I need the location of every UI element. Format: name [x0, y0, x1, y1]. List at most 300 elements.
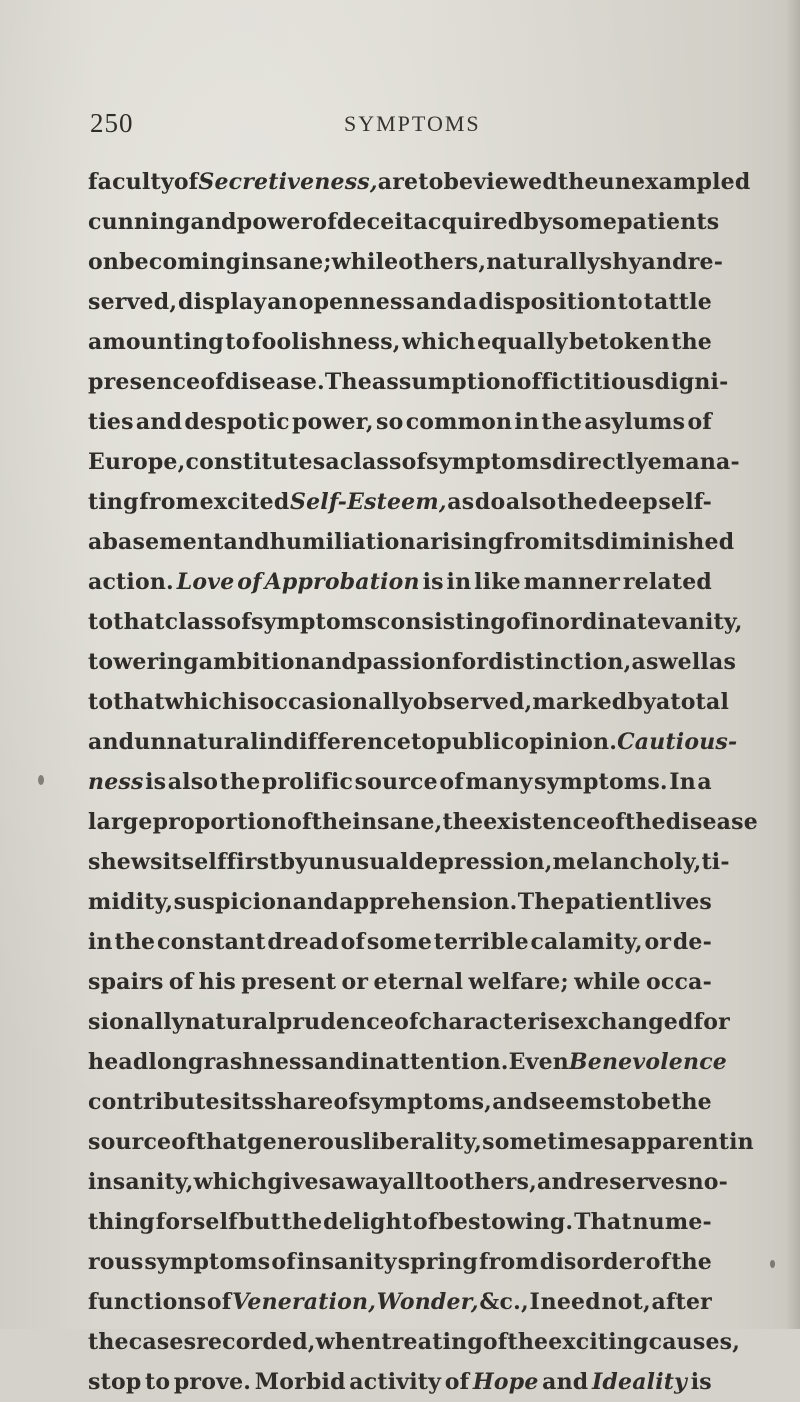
word: while — [331, 249, 399, 275]
word: The — [517, 889, 565, 915]
word: some — [551, 209, 618, 235]
word: thing — [88, 1209, 155, 1235]
word: terrible — [433, 929, 529, 955]
word: seems — [538, 1089, 616, 1115]
word: cunning — [88, 209, 191, 235]
word: when — [315, 1329, 382, 1355]
page-number: 250 — [90, 108, 134, 138]
word: welfare; — [468, 969, 569, 995]
word: all — [392, 1169, 424, 1195]
word: presence — [88, 369, 201, 395]
word: spairs — [88, 969, 164, 995]
word: excited — [199, 489, 290, 515]
word: directly — [552, 449, 648, 475]
word: related — [622, 569, 712, 595]
word: disorder — [539, 1249, 645, 1275]
text-line — [88, 522, 735, 562]
text-line — [88, 162, 751, 202]
word: manner — [523, 569, 621, 595]
word: symptoms — [144, 1249, 271, 1275]
text-line — [88, 1282, 712, 1322]
word: patients — [617, 209, 720, 235]
text-line — [88, 1122, 754, 1162]
word: insane, — [352, 809, 443, 835]
word: be — [641, 1089, 671, 1115]
word: constant — [156, 929, 266, 955]
word: symptoms, — [358, 1089, 493, 1115]
word: character — [418, 1009, 540, 1035]
word: Wonder, — [376, 1289, 479, 1315]
word: of — [340, 929, 366, 955]
word: despotic — [184, 409, 290, 435]
word: the — [88, 1329, 129, 1355]
word: unusual — [308, 849, 409, 875]
word: of — [600, 809, 625, 835]
word: Veneration, — [232, 1289, 377, 1315]
word: some — [366, 929, 433, 955]
word: I — [529, 1289, 540, 1315]
word: first — [226, 849, 280, 875]
ink-smudge — [770, 1260, 775, 1268]
word: cases — [128, 1329, 197, 1355]
word: suspicion — [173, 889, 293, 915]
word: not, — [601, 1289, 651, 1315]
word: Ideality — [591, 1369, 688, 1395]
word: also — [505, 489, 557, 515]
word: symptoms — [250, 609, 377, 635]
word: which — [402, 329, 476, 355]
word: constitutes — [185, 449, 326, 475]
ink-smudge — [38, 775, 44, 785]
word: and — [223, 529, 270, 555]
word: rashness — [203, 1049, 315, 1075]
word: the — [219, 769, 261, 795]
word: marked — [532, 689, 628, 715]
word: of — [237, 569, 262, 595]
word: reserves — [583, 1169, 688, 1195]
text-line — [88, 1042, 727, 1082]
word: dread — [267, 929, 339, 955]
word: depression, — [408, 849, 553, 875]
word: of — [206, 1289, 232, 1315]
word: action. — [88, 569, 174, 595]
word: that — [195, 1129, 248, 1155]
word: a — [697, 769, 712, 795]
word: delight — [323, 1209, 413, 1235]
word: de- — [672, 929, 712, 955]
word: Benevolence — [569, 1049, 727, 1075]
body-paragraph — [88, 162, 758, 1402]
running-head — [90, 108, 710, 148]
word: liberality, — [362, 1129, 483, 1155]
word: of — [171, 1129, 196, 1155]
word: Approbation — [264, 569, 420, 595]
text-line — [88, 762, 712, 802]
word: assumption — [371, 369, 517, 395]
word: the — [557, 169, 599, 195]
word: occasionally — [259, 689, 413, 715]
text-line — [88, 562, 712, 602]
word: apprehension. — [339, 889, 518, 915]
word: rous — [88, 1249, 144, 1275]
word: of — [312, 209, 337, 235]
word: ness — [88, 769, 144, 795]
word: prove. — [173, 1369, 252, 1395]
word: the — [442, 809, 484, 835]
word: need — [540, 1289, 601, 1315]
word: apparent — [616, 1129, 730, 1155]
word: to — [615, 1089, 642, 1115]
word: of — [333, 1089, 359, 1115]
word: to — [411, 729, 437, 755]
word: generous — [247, 1129, 363, 1155]
word: disposition — [478, 289, 617, 315]
word: the — [624, 809, 666, 835]
word: to — [88, 689, 114, 715]
word: and — [310, 649, 357, 675]
word: source — [88, 1129, 172, 1155]
text-line — [88, 442, 740, 482]
word: Cautious- — [617, 729, 738, 755]
text-line — [88, 1162, 728, 1202]
word: of — [401, 449, 427, 475]
word: prudence — [276, 1009, 395, 1035]
word: is — [539, 1009, 561, 1035]
word: of — [482, 1329, 508, 1355]
word: faculty — [88, 169, 174, 195]
word: is — [690, 1369, 712, 1395]
word: of — [439, 769, 464, 795]
word: and — [135, 409, 183, 435]
word: of — [287, 809, 312, 835]
word: indifference — [258, 729, 412, 755]
word: source — [354, 769, 438, 795]
word: from — [139, 489, 200, 515]
word: the — [114, 929, 156, 955]
word: is — [422, 569, 444, 595]
word: bestowing. — [438, 1209, 574, 1235]
word: others, — [449, 1169, 537, 1195]
word: stop — [88, 1369, 142, 1395]
word: as — [447, 489, 475, 515]
word: equally — [477, 329, 568, 355]
word: Even — [508, 1049, 569, 1075]
word: emana- — [647, 449, 740, 475]
word: sionally — [88, 1009, 185, 1035]
word: and — [537, 1169, 584, 1195]
word: others, — [398, 249, 487, 275]
word: disease — [665, 809, 758, 835]
text-line — [88, 922, 712, 962]
word: and — [542, 1369, 589, 1395]
word: to — [418, 169, 444, 195]
word: exchanged — [560, 1009, 694, 1035]
word: after — [651, 1289, 712, 1315]
word: of — [173, 169, 199, 195]
word: passion — [357, 649, 452, 675]
word: proportion — [152, 809, 288, 835]
word: tattle — [643, 289, 712, 315]
word: gives — [267, 1169, 332, 1195]
word: shews — [88, 849, 163, 875]
word: from — [503, 529, 564, 555]
word: sometimes — [482, 1129, 617, 1155]
text-line — [88, 1002, 730, 1042]
word: diminished — [594, 529, 735, 555]
word: or — [341, 969, 369, 995]
word: causes, — [648, 1329, 741, 1355]
word: functions — [88, 1289, 207, 1315]
word: eternal — [373, 969, 464, 995]
word: Self-Esteem, — [290, 489, 447, 515]
word: in — [88, 929, 113, 955]
word: the — [281, 1209, 323, 1235]
word: present — [241, 969, 337, 995]
word: share — [264, 1089, 334, 1115]
word: towering — [88, 649, 199, 675]
running-title: SYMPTOMS — [344, 111, 481, 136]
word: the — [556, 489, 598, 515]
word: Hope — [472, 1369, 539, 1395]
word: inattention. — [360, 1049, 509, 1075]
word: and — [641, 249, 688, 275]
word: In — [669, 769, 696, 795]
word: deep — [598, 489, 658, 515]
word: acquired — [413, 209, 524, 235]
word: calamity, — [530, 929, 643, 955]
word: digni- — [654, 369, 729, 395]
word: are — [377, 169, 419, 195]
word: to — [88, 609, 114, 635]
text-line — [88, 722, 738, 762]
word: by — [279, 849, 309, 875]
word: the — [507, 1329, 549, 1355]
word: asylums — [584, 409, 686, 435]
word: ties — [88, 409, 134, 435]
text-line — [88, 802, 758, 842]
word: a — [325, 449, 340, 475]
word: well — [658, 649, 709, 675]
word: also — [167, 769, 219, 795]
word: to — [423, 1169, 450, 1195]
word: common — [405, 409, 513, 435]
word: distinction, — [488, 649, 632, 675]
word: and — [314, 1049, 361, 1075]
word: abasement — [88, 529, 224, 555]
word: display — [178, 289, 267, 315]
word: as — [708, 649, 737, 675]
word: re- — [687, 249, 724, 275]
word: the — [541, 409, 583, 435]
word: a — [655, 689, 671, 715]
word: opinion. — [514, 729, 618, 755]
word: midity, — [88, 889, 174, 915]
word: &c., — [479, 1289, 529, 1315]
word: ambition — [198, 649, 311, 675]
word: lives — [655, 889, 712, 915]
word: inordinate — [530, 609, 662, 635]
word: which — [193, 1169, 268, 1195]
word: an — [267, 289, 298, 315]
text-line — [88, 842, 730, 882]
word: itself — [162, 849, 227, 875]
word: exciting — [548, 1329, 649, 1355]
word: to — [145, 1369, 171, 1395]
word: as — [631, 649, 659, 675]
word: observed, — [412, 689, 533, 715]
word: symptoms — [426, 449, 553, 475]
word: of — [413, 1209, 438, 1235]
word: of — [505, 609, 531, 635]
word: betoken — [568, 329, 670, 355]
word: from — [478, 1249, 539, 1275]
word: fictitious — [541, 369, 655, 395]
word: to — [225, 329, 251, 355]
word: self- — [658, 489, 712, 515]
word: while — [574, 969, 641, 995]
text-line — [88, 1242, 712, 1282]
word: natural — [184, 1009, 277, 1035]
word: the — [311, 809, 353, 835]
word: nume- — [632, 1209, 712, 1235]
word: that — [113, 689, 165, 715]
text-line — [88, 482, 712, 522]
word: of — [271, 1249, 296, 1275]
word: of — [394, 1009, 419, 1035]
word: unexampled — [598, 169, 751, 195]
word: for — [451, 649, 489, 675]
word: the — [671, 1089, 712, 1115]
word: openness — [298, 289, 416, 315]
text-line — [88, 1362, 712, 1402]
word: like — [474, 569, 521, 595]
word: of — [226, 609, 251, 635]
word: Love — [176, 569, 235, 595]
text-line — [88, 362, 729, 402]
word: no- — [687, 1169, 728, 1195]
text-line — [88, 602, 743, 642]
word: by — [627, 689, 656, 715]
word: and — [492, 1089, 539, 1115]
word: consisting — [376, 609, 506, 635]
word: insanity, — [88, 1169, 194, 1195]
word: many — [465, 769, 533, 795]
text-line — [88, 322, 712, 362]
word: of — [168, 969, 194, 995]
word: its — [563, 529, 595, 555]
word: public — [436, 729, 515, 755]
word: for — [693, 1009, 730, 1035]
text-line — [88, 962, 712, 1002]
word: which — [164, 689, 239, 715]
word: of — [200, 369, 225, 395]
word: contributes — [88, 1089, 233, 1115]
word: unnatural — [134, 729, 259, 755]
word: activity — [349, 1369, 442, 1395]
word: recorded, — [196, 1329, 316, 1355]
word: insane; — [241, 249, 332, 275]
word: patient — [565, 889, 655, 915]
word: ti- — [701, 849, 730, 875]
text-line — [88, 242, 724, 282]
word: amounting — [88, 329, 224, 355]
word: and — [88, 729, 135, 755]
word: shy — [599, 249, 642, 275]
word: treating — [381, 1329, 483, 1355]
word: naturally — [486, 249, 600, 275]
word: and — [415, 289, 463, 315]
word: of — [444, 1369, 470, 1395]
word: becoming — [119, 249, 242, 275]
word: viewed — [473, 169, 558, 195]
word: prolific — [261, 769, 354, 795]
word: vanity, — [661, 609, 743, 635]
word: That — [574, 1209, 632, 1235]
text-line — [88, 1082, 712, 1122]
word: and — [190, 209, 237, 235]
text-line — [88, 282, 712, 322]
text-line — [88, 202, 720, 242]
word: class — [339, 449, 402, 475]
word: in — [514, 409, 540, 435]
word: large — [88, 809, 153, 835]
word: Europe, — [88, 449, 186, 475]
text-line — [88, 642, 737, 682]
text-line — [88, 882, 712, 922]
word: is — [238, 689, 260, 715]
word: be — [443, 169, 474, 195]
word: power — [236, 209, 313, 235]
word: headlong — [88, 1049, 204, 1075]
text-line — [88, 402, 712, 442]
word: disease. — [224, 369, 325, 395]
word: arising — [415, 529, 504, 555]
word: that — [113, 609, 165, 635]
word: insanity — [296, 1249, 397, 1275]
word: symptoms. — [533, 769, 668, 795]
word: in — [446, 569, 472, 595]
text-line — [88, 1322, 741, 1362]
word: away — [331, 1169, 393, 1195]
word: of — [516, 369, 542, 395]
word: class — [164, 609, 227, 635]
word: occa- — [646, 969, 712, 995]
word: of — [645, 1249, 671, 1275]
word: melancholy, — [552, 849, 702, 875]
word: and — [292, 889, 339, 915]
word: by — [523, 209, 552, 235]
word: served, — [88, 289, 178, 315]
word: or — [644, 929, 672, 955]
word: the — [671, 1249, 712, 1275]
word: a — [463, 289, 478, 315]
word: its — [232, 1089, 264, 1115]
word: the — [671, 329, 712, 355]
text-line — [88, 682, 730, 722]
word: in — [729, 1129, 754, 1155]
word: existence — [483, 809, 601, 835]
word: of — [687, 409, 712, 435]
word: humiliation — [269, 529, 416, 555]
word: total — [670, 689, 730, 715]
word: is — [145, 769, 167, 795]
word: so — [376, 409, 404, 435]
word: on — [88, 249, 120, 275]
word: Secretiveness, — [198, 169, 378, 195]
word: self — [192, 1209, 238, 1235]
word: do — [474, 489, 506, 515]
word: The — [324, 369, 372, 395]
